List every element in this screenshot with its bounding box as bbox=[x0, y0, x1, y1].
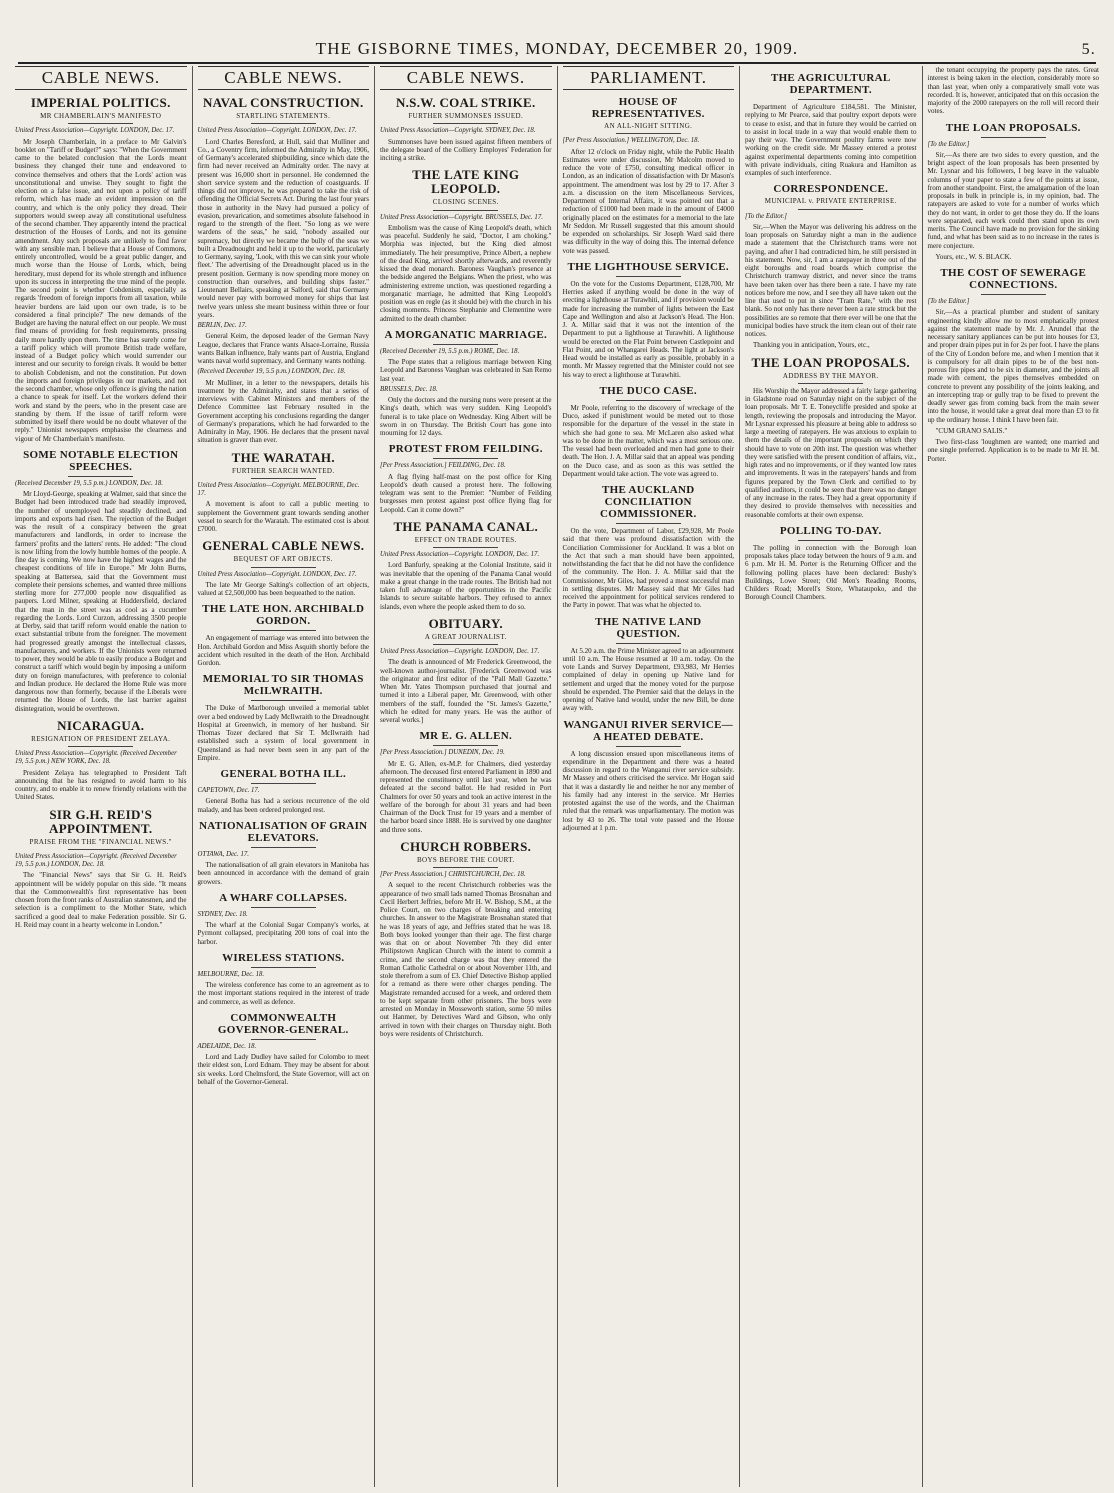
article-headline: SOME NOTABLE ELECTION SPEECHES. bbox=[23, 448, 179, 473]
article bbox=[563, 484, 735, 610]
article-dateline: BERLIN, Dec. 17. bbox=[197, 322, 247, 329]
article bbox=[563, 96, 735, 255]
article-body: President Zelaya has telegraphed to President Taft announcing that he has resigned to avoid harm to his country, and to enable it to renew friendly relations with the United States. bbox=[15, 768, 187, 802]
article-subheading: ADDRESS BY THE MAYOR. bbox=[782, 371, 879, 380]
article-body: After 12 o'clock on Friday night, while the Public Health Estimates were under discussion, Mr Malcolm moved to reduce the vote of £750, consulting medical officer in London, as an indication of dissatisfaction with Dr Mason's appointment. The amendment was lost by 29 to 17. After 3 a.m. a discussion on the item Miscellaneous Services, Department of Internal Affairs, it was pointed out that a reduction of £1000 had been made in the amount of £4000 originally placed on the estimates for a memorial to the late Mr Seddon. Mr Russell suggested that this amount should be expended on scholarships. Sir Joseph Ward said there was difficulty in the way of doing this. The internal defence vote was passed. bbox=[562, 147, 734, 255]
article bbox=[563, 719, 735, 833]
article bbox=[15, 808, 187, 930]
divider bbox=[981, 294, 1046, 295]
article-dateline: ADELAIDE, Dec. 18. bbox=[197, 1042, 257, 1050]
article-body: General Botha has had a serious recurrence of the old malady, and has been ordered prolonged rest. bbox=[197, 797, 369, 814]
article bbox=[928, 122, 1100, 250]
article-headline: THE COST OF SEWERAGE CONNECTIONS. bbox=[940, 267, 1087, 291]
article bbox=[15, 449, 187, 713]
article-subheading: MR CHAMBERLAIN'S MANIFESTO bbox=[40, 112, 162, 120]
article bbox=[380, 329, 552, 383]
article-dateline: United Press Association—Copyright. MELBOURNE, Dec. 17. bbox=[197, 481, 360, 497]
article-body: the tenant occupying the property pays the rates. Great interest is being taken in the election, considerably more so than last year, when only a comparatively small vote was recorded. It is, however, anticipated that on this occasion the majority of the 2000 ratepayers on the roll will record their votes. bbox=[927, 66, 1099, 116]
article-dateline: United Press Association—Copyright. LONDON, Dec. 17. bbox=[380, 551, 540, 558]
divider bbox=[68, 476, 133, 477]
divider bbox=[616, 400, 681, 401]
article bbox=[563, 385, 735, 478]
masthead bbox=[18, 36, 1096, 64]
article-body: Sir,—As there are two sides to every question, and the bright aspect of the loan proposals has been presented by Mr. Lysnar and his followers, I beg leave in the valuable columns of your paper to state a few of the points at issue, from another standpoint. First, the amalgamation of the loan proposals in bulk in principle is, in my opinion, bad. The ratepayers are asked to vote for a number of works which they do not want, in order to get those they do. If the loans were separated, each work could then stand upon its own merits. The Council have made no provision for the sinking fund, and what has been said as to no increase in the rates is mere conjecture. bbox=[927, 150, 1099, 250]
article-dateline: [Per Press Association.] DUNEDIN, Dec. 19. bbox=[380, 749, 505, 757]
article bbox=[928, 253, 1100, 261]
divider bbox=[251, 630, 316, 631]
article bbox=[15, 96, 187, 443]
article bbox=[198, 322, 370, 365]
column-5 bbox=[739, 66, 922, 1487]
column-heading: PARLIAMENT. bbox=[563, 66, 735, 90]
divider bbox=[798, 209, 863, 210]
divider bbox=[68, 123, 133, 124]
divider bbox=[251, 700, 316, 701]
article-dateline: United Press Association—Copyright. BRUSSELS, Dec. 17. bbox=[380, 213, 543, 221]
article-headline: CORRESPONDENCE. bbox=[773, 183, 889, 196]
article-body: The "Financial News" says that Sir G. H. Reid's appointment will be widely popular on this side. "It means that the Commonwealth's first representative has been chosen from the front ranks of Australian statesmen, and the selection is a compliment to the Mother State, which sacrificed a good deal to make Federation possible. Sir G. H. Reid may count in a hearty welcome in London." bbox=[15, 871, 187, 929]
article-body: Two first-class 'loughmen are wanted; one married and one single preferred. Application is to be made to Mr H. M. Porter. bbox=[927, 438, 1099, 463]
article-headline: THE LIGHTHOUSE SERVICE. bbox=[567, 260, 729, 273]
page-number: 5. bbox=[1081, 41, 1096, 58]
article-subheading: FURTHER SUMMONSES ISSUED. bbox=[408, 112, 524, 120]
article-subheading: BOYS BEFORE THE COURT. bbox=[416, 855, 515, 864]
article-body: The nationalisation of all grain elevators in Manitoba has been announced in accordance with the demand of grain growers. bbox=[197, 861, 369, 886]
divider bbox=[616, 643, 681, 644]
article-body: Sir,—As a practical plumber and student of sanitary engineering kindly allow me to most emphatically protest against the statement made by Mr. J. Arundel that the necessary sanitary appliances can be put into houses for £3, and proper drain pipes put in for 2s per foot. I have the plans of the City of London before me, and when I mention that it is compulsory for all drain pipes to be of the best non-porous fire pipes and to be six in diameter, and the joints all made with cement, the pipes themselves embedded on concrete to prevent any possibility of the joints leaking, and an intercepting trap or gully trap to be fixed to prevent the deadly sewer gas from coming back from the main sewer into the house, it would take a great deal more than £3 to fit up the ordinary house. I think I have been fair. bbox=[927, 308, 1099, 424]
article-headline: OBITUARY. bbox=[428, 615, 503, 631]
article-body: Mr Joseph Chamberlain, in a preface to Mr Galvin's booklet on "Tariff or Budget?" says: "When the Government came to the belated conclusion that the Lords meant business they changed their tune and endeavored to convince themselves and others that the Lords' action was unconstitutional and unwise. They sought to fight the election on a false issue, and not upon a policy of tariff reform, which has made an evident impression on the country, and which is the only policy they dread. Their supporters would sweep away all constitutional usefulness of the second chamber. They apparently intend the practical destruction of the Houses of Lords, and not its genuine amendment. Any such proposals are unlikely to find favor with any sensible man. I believe that a House of Commons, entirely uncontrolled, would be a great public danger, and much worse than the House of Lords, which, being hereditary, must depend for its whole strength and influence upon its success in interpreting the true mind of the people. The second point is whether Cobdenism, especially as regards 'freedom of foreign imports from all taxation, while heavier burdens are laid upon our own trade, is to be considered a final principle?' The new demands of the Budget are having the natural effect on our people. We must find means of providing for fresh requirements, pressing daily more hardly upon them. The time has surely come for a tariff policy which will promote British trade welfare, instead of a Budget policy which would surrender our interest and our security to foreign rivals. It would be better to abolish Cobdenism, and not the constitution. Put down the imports and foreign privileges in our markets, and not the second chamber, whose only offence is giving the nation a chance to speak for itself. Let the workers defend their work and stand by the peers, who in the present case are standing by them. If the issue of tariff reform were submitted by itself there would be no doubt whatever of the reply." Unionist newspapers emphasise the clearness and vigour of Mr Chamberlain's manifesto. bbox=[15, 137, 187, 443]
article-body: Mr Mulliner, in a letter to the newspapers, details his treatment by the Admiralty, and states that a series of interviews with Cabinet Ministers and members of the Defence Committee last February resulted in the Government accepting his conclusions regarding the danger of Germany's preparations, which he had forwarded to the Admiralty in May, 1906. He declares that the present naval situation is graver than ever. bbox=[197, 378, 369, 445]
divider bbox=[251, 967, 316, 968]
article bbox=[198, 368, 370, 444]
article-headline: THE LOAN PROPOSALS. bbox=[751, 354, 910, 370]
divider bbox=[433, 547, 498, 548]
article-headline: N.S.W. COAL STRIKE. bbox=[395, 95, 536, 110]
article-dateline: United Press Association—Copyright. LONDON, Dec. 17. bbox=[380, 648, 540, 655]
divider bbox=[251, 567, 316, 568]
column-3 bbox=[374, 66, 557, 1487]
article bbox=[198, 1012, 370, 1086]
article-dateline: OTTAWA, Dec. 17. bbox=[197, 850, 249, 858]
article-headline: NICARAGUA. bbox=[57, 717, 145, 733]
divider bbox=[251, 1039, 316, 1040]
article-subheading: FURTHER SEARCH WANTED. bbox=[231, 466, 335, 475]
divider bbox=[251, 783, 316, 784]
article-body: On the vote, Department of Labor, £29,928, Mr Poole said that there was profound dissatisfaction with the Conciliation Commissioner for Auckland. It was a blot on the Act that such a man should have been appointed, notwithstanding the fact that he did not have the confidence of the community. The Hon. J. A. Millar said that the Commissioner, Mr Giles, had proved a most successful man in settling disputes. Mr Massey said that Mr Giles had received the appointment for political services rendered to the Party in power. That was what he objected to. bbox=[562, 527, 734, 610]
article-body: Sir,—When the Mayor was delivering his address on the loan proposals on Saturday night a man in the audience made a statement that the Christchurch trams were not paying, and after I had contradicted him, he still persisted in his statement. Now, sir, I am a ratepayer in three out of the eight boroughs and road boards which comprise the Christchurch tramway district, and never since the trams have been taken over has there been a rate. I have my rate notices before me now, and I see they all have taken out the line that used to put in since "Tram Rate," with the rest blank. So not only has there never been a rate struck but the possibilities are so remote that there ever will be one that the municipal bodies have struck the item clean out of their rate notices. bbox=[745, 222, 917, 338]
article-headline: THE DUCO CASE. bbox=[599, 384, 697, 397]
divider bbox=[433, 458, 498, 459]
article-body: His Worship the Mayor addressed a fairly large gathering in Gladstone road on Saturday night on the subject of the loan proposals. Mr T. E. Toneycliffe presided and spoke at length, reviewing the proposals and introducing the Mayor. Mr Lysnar expressed his pleasure at being able to address so large a meeting of ratepayers. He was anxious to explain to them the details of the important proposals on which they should have to vote on 20th inst. The question was whether they were satisfied with the present condition of affairs, viz., high rates and no improvements, or if they wanted low rates and improvements. It was in the ratepayers' hands and from figures prepared by the Town Clerk and certified to by qualified auditors, it could be seen that there was no danger of any increase in the rates. They had a great opportunity if they desired to provide themselves with necessities and reasonable comforts at their own expense. bbox=[745, 386, 917, 519]
divider bbox=[433, 344, 498, 345]
article-body: A movement is afoot to call a public meeting to supplement the Government grant towards sending another vessel to search for the Waratah. The estimated cost is about £7000. bbox=[197, 500, 369, 533]
article-headline: THE WARATAH. bbox=[231, 449, 335, 465]
article-subheading: A GREAT JOURNALIST. bbox=[424, 632, 507, 641]
article bbox=[745, 356, 917, 519]
article-headline: MR E. G. ALLEN. bbox=[419, 730, 512, 743]
article-dateline: (Received December 19, 5.5 p.m.) LONDON, Dec. 18. bbox=[15, 479, 163, 487]
article bbox=[198, 539, 370, 597]
article-dateline: SYDNEY, Dec. 18. bbox=[197, 910, 248, 918]
article bbox=[380, 96, 552, 162]
article-body: Yours, etc., W. S. BLACK. bbox=[935, 252, 1012, 261]
article-body: Mr E. G. Allen, ex-M.P. for Chalmers, died yesterday afternoon. The deceased first entered Parliament in 1890 and represented the constituency until last year, when he was defeated at the second ballot. He had resided in Port Chalmers for over 50 years and took an active interest in the welfare of the borough for about 31 years and had been Chairman of the Dock Trust for 19 years and a member of the harbor board since 1888. He is survived by one daughter and three sons. bbox=[380, 759, 552, 834]
article bbox=[928, 66, 1100, 116]
column-1 bbox=[10, 66, 192, 1487]
article-body: "CUM GRANO SALIS." bbox=[935, 426, 1008, 435]
article-headline: GENERAL BOTHA ILL. bbox=[220, 768, 347, 780]
article bbox=[928, 427, 1100, 435]
article bbox=[380, 730, 552, 834]
article-body: A flag flying half-mast on the post office for King Leopold's death caused a protest here. The following telegram was sent to the Premier: "Number of Feilding burgesses men protest against post office flying flag for Leopold. Can it come down?" bbox=[380, 472, 552, 514]
article-body: Mr Poole, referring to the discovery of wreckage of the Duco, asked if punishment would be meted out to those responsible for the departure of the vessel in the state in which she had gone to sea. Mr McLaren also asked what was to be done in the matter, which was a most serious one. The vessel had been overloaded and men had gone to their death. The Hon. J. A. Millar said that an appeal was pending on the Duco case, and as soon as this was settled the Department would take action. The vote was agreed to. bbox=[562, 403, 734, 478]
article-subheading: AN ALL-NIGHT SITTING. bbox=[604, 122, 693, 130]
article-subheading: CLOSING SCENES. bbox=[432, 198, 499, 207]
article-body: On the vote for the Customs Department, £128,700, Mr Herries asked if anything would be done in the way of erecting a lighthouse at Turawhiti, and if provision would be made for increasing the number of lights between the East Cape and Wellington and also at Jackson's Head. The Hon. J. A. Millar said that it was not the intention of the Department to put a lighthouse at Turawhiti. A lighthouse would be erected on the Flat Point between Castlepoint and Flat Point, and on Whangarei Heads. The light at Jackson's Head would be installed as early as possible, probably in a month. Mr Massey regretted that the Minister could not see his way to erect a lighthouse at Turawhiti. bbox=[562, 279, 734, 379]
divider bbox=[616, 746, 681, 747]
article-dateline: [Per Press Association.] WELLINGTON, Dec. 18. bbox=[562, 137, 700, 145]
column-heading: CABLE NEWS. bbox=[198, 66, 370, 90]
article bbox=[198, 768, 370, 814]
article-body: A sequel to the recent Christchurch robberies was the appearance of two small lads named Thomas Brosnahan and Cecil Herbert Jeffries, before Mr H. W. Bishop, S.M., at the Police Court, on two charges of breaking and entering churches. In answer to the Magistrate Brosnahan stated that he was 18 years of age, and Jeffries stated that he was 18. Both boys looked younger than their age. The first charge was that on or about November 7th they did enter Philipstown Anglican Church with the intent to commit a crime, and the second charge was that they entered the Roman Catholic Cathedral on or about November 11th, and stole therefrom a sum of £3. Chief Detective Bishop applied for a remand as there were other charges pending. The Magistrate remanded accused for a week, and ordered them to be kept separate from other prisoners. The boys were arrested on Monday in Mosseworth station, some 50 miles out Hanmer, by Detectives Ward and Gibson, who only arrived in town with their charges on Thursday night. Both boys were residents of Christchurch. bbox=[380, 881, 552, 1038]
divider bbox=[68, 746, 133, 747]
article-dateline: United Press Association—Copyright. SYDNEY, Dec. 18. bbox=[380, 127, 536, 135]
article-dateline: MELBOURNE, Dec. 18. bbox=[197, 970, 265, 978]
article-headline: THE LATE KING LEOPOLD. bbox=[412, 167, 520, 197]
article-body: A long discussion ensued upon miscellaneous items of expenditure in the Department and there was a heated discussion in regard to the Wanganui river service subsidy. Mr Massey and others criticised the service. Mr Hogan said that it was a dastardly lie and neither he nor any member of his family had any interest in the service. Mr Herries protested against the use of the words, and the Chairman ruled that the remark was unparliamentary. The motion was lost by 43 to 26. The total vote passed and the House adjourned at 1 p.m. bbox=[562, 749, 734, 832]
article bbox=[745, 525, 917, 602]
article bbox=[198, 952, 370, 1006]
article-dateline: United Press Association—Copyright. (Received December 19, 5.5 p.m.) NEW YORK, Dec. 18. bbox=[15, 750, 177, 766]
article-body: The late Mr George Salting's collection of art objects, valued at £2,500,000 has been bequeathed to the nation. bbox=[197, 580, 369, 597]
article-headline: COMMONWEALTH GOVERNOR-GENERAL. bbox=[217, 1011, 349, 1036]
article bbox=[198, 673, 370, 762]
article-subheading: STARTLING STATEMENTS. bbox=[236, 112, 331, 120]
article-subheading: BEQUEST OF ART OBJECTS. bbox=[233, 555, 333, 564]
article-body: At 5.20 a.m. the Prime Minister agreed to an adjournment until 10 a.m. The House resumed at 10 a.m. today. On the vote Lands and Survey Department, £93,983, Mr Herries complained of delay in opening up Native land for settlement and urged that the money voted for the purpose should be expended. The Premier said that the delays in the opening of Native land would, under the new Bill, be done away with. bbox=[562, 646, 734, 713]
article-dateline: [To the Editor.] bbox=[745, 212, 787, 220]
article-headline: GENERAL CABLE NEWS. bbox=[202, 538, 365, 554]
columns bbox=[10, 66, 1104, 1487]
column-6 bbox=[922, 66, 1105, 1487]
article-dateline: [Per Press Association.] FEILDING, Dec. 18. bbox=[380, 462, 506, 470]
article-subheading: MUNICIPAL v. PRIVATE ENTERPRISE. bbox=[764, 197, 897, 206]
article-dateline: United Press Association—Copyright. (Received December 19, 5.5 p.m.) LONDON, Dec. 18. bbox=[15, 852, 177, 868]
article bbox=[563, 261, 735, 379]
article-headline: WIRELESS STATIONS. bbox=[222, 951, 345, 964]
article-body: Department of Agriculture £184,581. The Minister, replying to Mr Pearce, said that poultry export depots were to cease to exist, and that in future they would be carried on to assist in local trade in a way that would enable them to pay their way. The Government poultry farms were now working on the credit side. Mr Massey entered a protest against experimental departments coming into competition with private individuals, citing Ruakura and Hamilton as examples of such interference. bbox=[745, 103, 917, 177]
article-headline: POLLING TO-DAY. bbox=[779, 524, 882, 537]
column-heading: CABLE NEWS. bbox=[15, 66, 187, 90]
article bbox=[380, 443, 552, 514]
divider bbox=[616, 523, 681, 524]
article-body: The polling in connection with the Borough loan proposals takes place today between the hours of 9 a.m. and 6 p.m. Mr H. M. Porter is the Returning Officer and the following polling places have been declared: Bushy's Buildings, Lowe Street; Old Men's Reading Rooms, Childers Road; Morell's Store, Whataupoko, and the Borough Council Chambers. bbox=[745, 543, 917, 602]
article-subheading: EFFECT ON TRADE ROUTES. bbox=[414, 535, 517, 544]
article bbox=[745, 183, 917, 338]
divider bbox=[433, 644, 498, 645]
article-body: The death is announced of Mr Frederick Greenwood, the well-known author-journalist. [Frederick Greenwood was the originator and first editor of the "Pall Mall Gazette." When Mr. Yates Thompson purchased that journal and turned it into a Liberal paper, Mr. Greenwood, with other members of the staff, founded the "St. James's Gazette," which he edited for many years. He was the author of several works.] bbox=[380, 658, 552, 724]
article-headline: A MORGANATIC MARRIAGE. bbox=[384, 328, 548, 341]
article bbox=[380, 617, 552, 725]
article-body: The wharf at the Colonial Sugar Company's works, at Pyrmont collapsed, precipitating 200 tons of coal into the harbor. bbox=[197, 921, 369, 946]
article-dateline: [To the Editor.] bbox=[927, 298, 970, 305]
article bbox=[198, 603, 370, 667]
article-body: Lord Charles Beresford, at Hull, said that Mulliner and Co., a Coventry firm, informed the Admiralty in May, 1906, of Germany's accelerated shipbuilding, since which date the firm had never received an Admiralty order. The navy at present was 16,000 short in personnel. He condemned the short service system and the reduction of coastguards. If things did not improve, he was prepared to take the risk of offending the Official Secrets Act. During the last four years those in authority in the Navy had pursued a policy of evasion, prevarication, and sometimes absolute falsehood in regard to the strength of the fleet. "So long as we were wardens of the seas," he said, "nobody assailed our supremacy, but directly we became the bully of the seas we built a Dreadnought and held it up to the world, particularly to Germany, saying, 'Look, with this we can sink your whole fleet.' The advertising of the Dreadnought placed us in the present position. Germany is now spending more money on construction than ourselves, and building ships faster." Lieutenant Bellairs, speaking at Salford, said that Germany would never pay with borrowed money for ships that last twelve years unless she meant business within three or four years. bbox=[197, 137, 369, 319]
article bbox=[380, 386, 552, 438]
article-body: Summonses have been issued against fifteen members of the delegate board of the Colliery Employes' Federation for inciting a strike. bbox=[380, 137, 552, 162]
article-headline: NATIONALISATION OF GRAIN ELEVATORS. bbox=[199, 819, 368, 844]
article-headline: PROTEST FROM FEILDING. bbox=[388, 443, 543, 456]
divider bbox=[251, 907, 316, 908]
article bbox=[198, 451, 370, 534]
column-2 bbox=[192, 66, 375, 1487]
article-dateline: CAPETOWN, Dec. 17. bbox=[197, 787, 260, 794]
article-headline: WANGANUI RIVER SERVICE—A HEATED DEBATE. bbox=[563, 718, 734, 743]
article bbox=[380, 840, 552, 1038]
article-headline: THE AGRICULTURAL DEPARTMENT. bbox=[770, 72, 891, 96]
article-dateline: (Received December 19, 5.5 p.m.) ROME, Dec. 18. bbox=[380, 347, 520, 355]
article-dateline: United Press Association—Copyright. LONDON, Dec. 17. bbox=[197, 570, 357, 578]
article-body: Embolism was the cause of King Leopold's death, which was peaceful. Suddenly he said, "Doctor, I am choking." Morphia was injected, but the King died almost immediately. The heir presumptive, Prince Albert, a nephew of the dead King, arrived shortly afterwards, and reverently kissed the dead monarch. Baroness Vaughan's presence at the bedside angered the Belgians. When the priest, who was administering extreme unction, was questioned regarding a morganatic marriage, he admitted that King Leopold's position was en regle (as it should be) with the church in his closing moments. Princess Stephanie and Clementine were admitted to the death chamber. bbox=[380, 223, 552, 323]
article bbox=[380, 520, 552, 611]
article-headline: MEMORIAL TO SIR THOMAS McILWRAITH. bbox=[202, 673, 364, 698]
article-dateline: (Received December 19, 5.5 p.m.) LONDON, Dec. 18. bbox=[197, 368, 346, 376]
column-heading: CABLE NEWS. bbox=[380, 66, 552, 90]
article-headline: THE LOAN PROPOSALS. bbox=[945, 121, 1081, 134]
divider bbox=[798, 99, 863, 100]
article-headline: THE LATE HON. ARCHIBALD GORDON. bbox=[202, 603, 365, 628]
article-headline: THE PANAMA CANAL. bbox=[393, 518, 539, 534]
article-body: Lord Banfurly, speaking at the Colonial Institute, said it was inevitable that the opening of the Panama Canal would make a great change in the trade routes. The British had not taken full advantage of the opportunities in the Pacific Islands to secure suitable harbors. They refused to annex islands, even where the people asked them to do so. bbox=[380, 561, 552, 611]
article-body: An engagement of marriage was entered into between the Hon. Archibald Gordon and Miss Asquith shortly before the accident which resulted in the death of the Hon. Archibald Gordon. bbox=[197, 634, 369, 667]
divider bbox=[251, 847, 316, 848]
article bbox=[380, 168, 552, 323]
article-body: The wireless conference has come to an agreement as to the most important stations required in the interest of trade and commerce, as well as defence. bbox=[197, 981, 369, 1006]
article-headline: IMPERIAL POLITICS. bbox=[30, 95, 171, 110]
article-headline: A WHARF COLLAPSES. bbox=[219, 891, 348, 904]
divider bbox=[251, 123, 316, 124]
article-dateline: BRUSSELS, Dec. 18. bbox=[380, 385, 438, 393]
article bbox=[928, 267, 1100, 424]
article-body: Mr Lloyd-George, speaking at Walmer, said that since the Budget had been introduced trade had steadily improved, the number of unemployed had steadily declined, and imports and exports had risen. The rejection of the Budget was the result of a conspiracy between the great manufacturers and landlords, in order to increase the farmers' profits and the latters' rents. He added: "The cloud is now lifting from the lowly humble homes of the people. A fine day is coming. We now have the highest wages and the cheapest conditions of life in Europe." Mr John Burns, speaking at Battersea, said that the Government must complete their pensions schemes, and wanted three millions sterling more for 277,000 people now disqualified as paupers. Lord Milner, speaking at Huddersfield, declared that the man in the street was as cool as a cucumber regarding the Lords. Lord Curzon, addressing 3500 people at Derby, said that tariff reform would enable the nation to exact substantial tribute from the foreigner. The movement had progressed greatly amongst the intellectual classes, manufacturers, and workers. If the Unionists were returned to power, they would be able to easily produce a Budget and construct a tariff which would begin by imposing a uniform duty on foreign manufactures, with preference to colonial and Indian produce. He declared the Home Rule was more dangerous now than formerly, because if the Liberals were returned the House of Lords, the last barrier against disintegration, would be overthrown. bbox=[15, 490, 187, 713]
divider bbox=[251, 478, 316, 479]
article-headline: THE AUCKLAND CONCILIATION COMMISSIONER. bbox=[600, 484, 697, 520]
article-headline: HOUSE OF REPRESENTATIVES. bbox=[591, 96, 705, 120]
article-body: Thanking you in anticipation, Yours, etc., bbox=[753, 341, 870, 350]
column-4 bbox=[557, 66, 740, 1487]
article-subheading: RESIGNATION OF PRESIDENT ZELAYA. bbox=[31, 734, 171, 743]
article bbox=[198, 96, 370, 319]
article-dateline: [To the Editor.] bbox=[927, 140, 970, 148]
divider bbox=[68, 849, 133, 850]
article-body: The Duke of Marlborough unveiled a memorial tablet over a bed endowed by Lady McIlwraith to the Dreadnought Hospital at Greenwich, in memory of her husband. Sir Thomas Tozer declared that Sir T. McIlwraith had established such a system of local government in Queensland as had never been seen in any part of the Empire. bbox=[197, 704, 369, 762]
article-headline: SIR G.H. REID'S APPOINTMENT. bbox=[49, 806, 153, 836]
article-body: Lord and Lady Dudley have sailed for Colombo to meet their eldest son, Lord Ednam. They may be absent for about six weeks. Lord Chelmsford, the State Governor, will act on behalf of the Governor-General. bbox=[197, 1053, 369, 1086]
article bbox=[745, 341, 917, 349]
article-headline: CHURCH ROBBERS. bbox=[400, 838, 532, 854]
article bbox=[745, 72, 917, 177]
divider bbox=[433, 210, 498, 211]
article-subheading: PRAISE FROM THE "FINANCIAL NEWS." bbox=[29, 837, 172, 846]
divider bbox=[981, 137, 1046, 138]
article bbox=[15, 719, 187, 802]
article-dateline: [Per Press Association.] CHRISTCHURCH, Dec. 18. bbox=[380, 871, 526, 878]
masthead-title: THE GISBORNE TIMES, MONDAY, DECEMBER 20, 1909. bbox=[315, 39, 799, 58]
divider bbox=[433, 867, 498, 868]
article-headline: NAVAL CONSTRUCTION. bbox=[202, 95, 364, 110]
divider bbox=[433, 123, 498, 124]
article bbox=[198, 820, 370, 886]
divider bbox=[616, 276, 681, 277]
article-body: The Pope states that a religious marriage between King Leopold and Baroness Vaughan was celebrated in San Remo last year. bbox=[380, 358, 552, 383]
divider bbox=[798, 540, 863, 541]
article-dateline: United Press Association—Copyright. LONDON, Dec. 17. bbox=[15, 127, 175, 135]
article bbox=[198, 892, 370, 946]
divider bbox=[433, 745, 498, 746]
divider bbox=[798, 383, 863, 384]
article-body: General Keim, the deposed leader of the German Navy League, declares that France wants Alsace-Lorraine, Russia wants Balkan influence, Italy wants part of Austria, England wants naval world supremacy, and Germany wants nothing. bbox=[197, 332, 369, 365]
divider bbox=[616, 133, 681, 134]
article-body: Only the doctors and the nursing nuns were present at the King's death, which was very sudden. King Leopold's funeral is to take place on Wednesday. King Albert will be sworn in on Thursday. The British Court has gone into mourning for 12 days. bbox=[380, 396, 552, 437]
article-headline: THE NATIVE LAND QUESTION. bbox=[595, 615, 702, 640]
article bbox=[928, 438, 1100, 463]
article-dateline: United Press Association—Copyright. LONDON, Dec. 17. bbox=[197, 127, 357, 135]
article bbox=[563, 616, 735, 713]
